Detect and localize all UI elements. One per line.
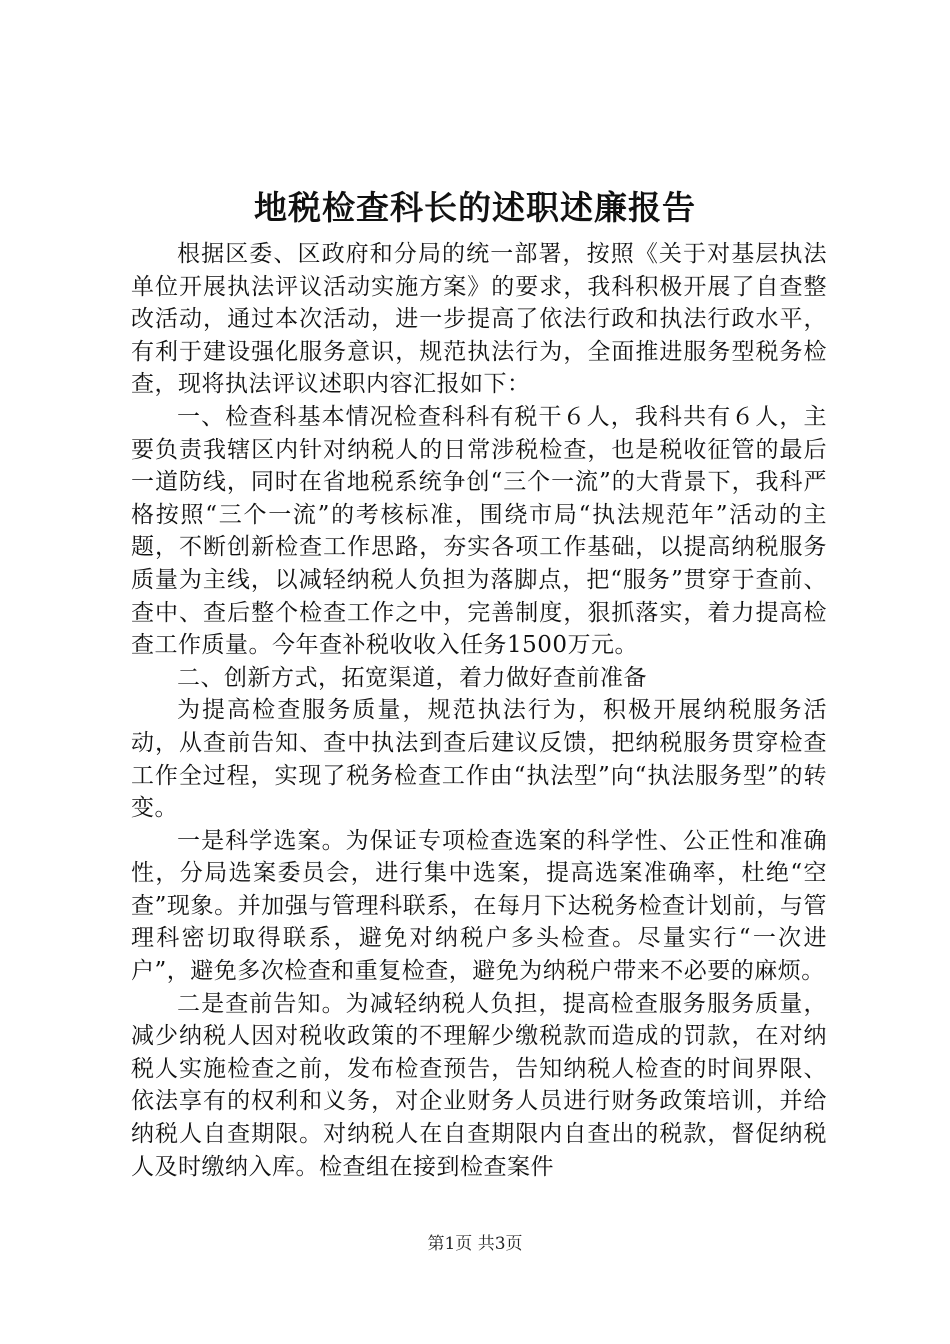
section-heading-2: 二、创新方式，拓宽渠道，着力做好查前准备 <box>177 664 647 691</box>
paragraph-pre-inspection-notice: 二是查前告知。为减轻纳税人负担，提高检查服务服务质量，减少纳税人因对税收政策的不理解少缴税款而造成的罚款，在对纳税人实施检查之前，发布检查预告，告知纳税人检查的时间界限、依法享有的权利和义务，对企业财务人员进行财务政策培训，并给纳税人自查期限。对纳税人在自查期限内自查出的税款，督促纳税人及时缴纳入库。检查组在接到检查案件 <box>131 990 827 1180</box>
page-number-footer: 第1页 共3页 <box>427 1234 523 1254</box>
paragraph-section-1: 一、检查科基本情况检查科科有税干６人，我科共有６人，主要负责我辖区内针对纳税人的日常涉税检查，也是税收征管的最后一道防线，同时在省地税系统争创“三个一流”的大背景下，我科严格按照“三个一流”的考核标准，围绕市局“执法规范年”活动的主题，不断创新检查工作思路，夯实各项工作基础，以提高纳税服务质量为主线，以减轻纳税人负担为落脚点，把“服务”贯穿于查前、查中、查后整个检查工作之中，完善制度，狠抓落实，着力提高检查工作质量。今年查补税收收入任务1500万元。 <box>131 403 827 659</box>
paragraph-case-selection: 一是科学选案。为保证专项检查选案的科学性、公正性和准确性，分局选案委员会，进行集中选案，提高选案准确率，杜绝“空查”现象。并加强与管理科联系，在每月下达税务检查计划前，与管理科密切取得联系，避免对纳税户多头检查。尽量实行“一次进户”，避免多次检查和重复检查，避免为纳税户带来不必要的麻烦。 <box>131 827 827 985</box>
paragraph-intro: 根据区委、区政府和分局的统一部署，按照《关于对基层执法单位开展执法评议活动实施方案》的要求，我科积极开展了自查整改活动，通过本次活动，进一步提高了依法行政和执法行政水平，有利于建设强化服务意识，规范执法行为，全面推进服务型税务检查，现将执法评议述职内容汇报如下： <box>131 241 827 398</box>
document-title: 地税检查科长的述职述廉报告 <box>254 188 696 227</box>
document-body <box>131 238 827 1183</box>
paragraph-section-2-intro: 为提高检查服务质量，规范执法行为，积极开展纳税服务活动，从查前告知、查中执法到查后建议反馈，把纳税服务贯穿检查工作全过程，实现了税务检查工作由“执法型”向“执法服务型”的转变。 <box>131 697 827 822</box>
